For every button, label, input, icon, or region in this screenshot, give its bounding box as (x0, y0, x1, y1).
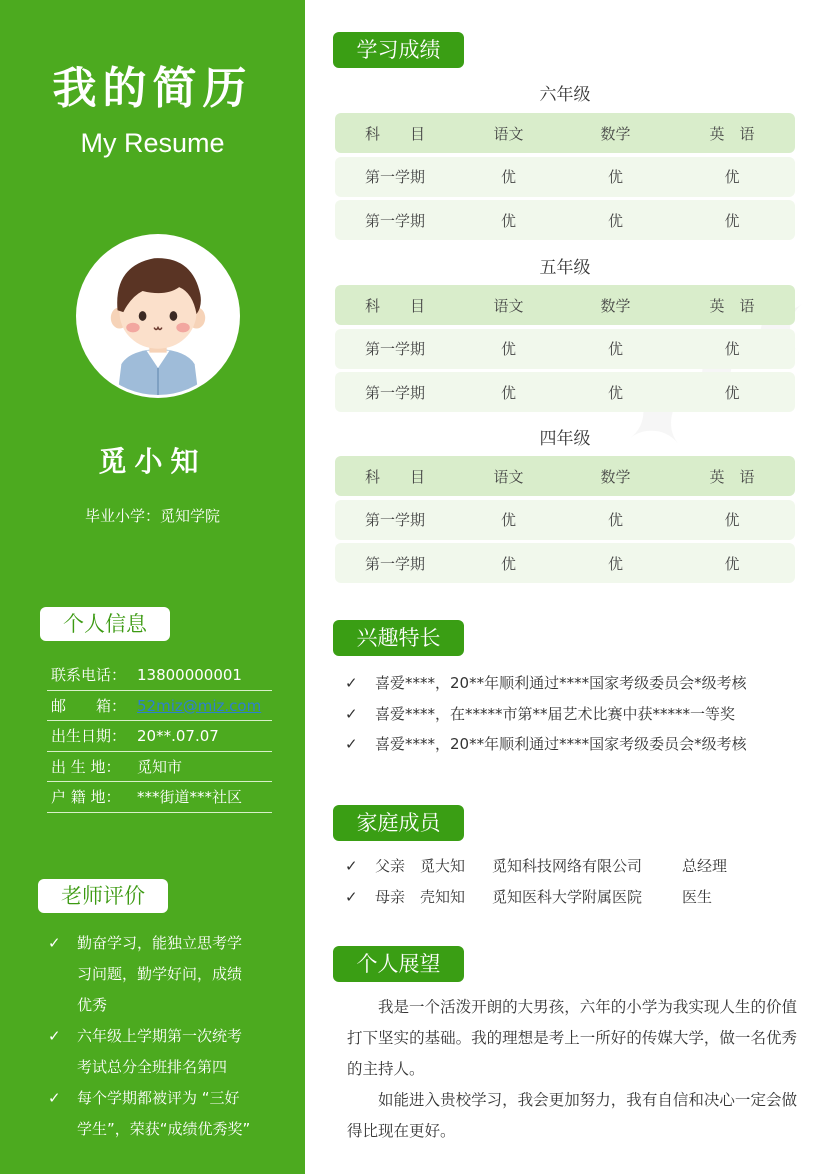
check-icon: ✓ (345, 857, 358, 875)
cell: 第一学期 (364, 168, 425, 186)
check-icon: ✓ (48, 934, 61, 952)
info-key: 户 籍 地： (51, 788, 121, 807)
cell: 优 (500, 168, 516, 186)
info-key: 邮 箱： (51, 696, 127, 715)
family-role: 医生 (682, 888, 713, 906)
family-org: 觅知医科大学附属医院 (492, 888, 643, 906)
table-row (335, 372, 795, 412)
cell: 优 (607, 340, 623, 358)
table-row (335, 543, 795, 583)
info-row-birthdate (47, 721, 272, 752)
family-relation: 父亲 (375, 857, 406, 875)
teacher-eval-heading: 老师评价 (38, 879, 168, 913)
eval-item (48, 1083, 288, 1145)
list-item (345, 882, 815, 913)
page-subtitle: My Resume (80, 128, 225, 158)
check-icon: ✓ (48, 1089, 61, 1107)
table-header-row (335, 285, 795, 325)
info-value: 20**.07.07 (137, 727, 219, 746)
family-name: 壳知知 (420, 888, 466, 906)
col-header: 科 目 (364, 296, 425, 315)
table-row (335, 329, 795, 369)
cell: 第一学期 (364, 340, 425, 358)
grade-table (335, 285, 795, 416)
eval-line: 优秀 (77, 996, 108, 1014)
teacher-eval-list (48, 928, 288, 1145)
boy-avatar-icon (79, 237, 237, 395)
col-header: 英 语 (709, 296, 755, 315)
table-header-row (335, 113, 795, 153)
check-icon: ✓ (345, 704, 358, 723)
grade-title: 五年级 (539, 258, 591, 278)
cell: 优 (607, 554, 623, 573)
page-title: 我的简历 (52, 63, 253, 114)
cell: 优 (607, 511, 623, 529)
family-role: 总经理 (682, 857, 728, 875)
cell: 优 (724, 340, 740, 358)
cell: 优 (500, 340, 516, 358)
col-header: 英 语 (709, 467, 755, 486)
list-item (345, 699, 815, 730)
cell: 优 (607, 168, 623, 186)
family-org: 觅知科技网络有限公司 (492, 857, 643, 875)
eval-line: 每个学期都被评为 “三好 (77, 1089, 240, 1107)
table-row (335, 200, 795, 240)
col-header: 语文 (493, 467, 524, 486)
prospect-heading: 个人展望 (333, 946, 464, 982)
info-row-birthplace (47, 752, 272, 783)
family-relation: 母亲 (375, 888, 406, 906)
col-header: 数学 (600, 124, 631, 143)
cell: 优 (607, 383, 623, 402)
main-content (305, 0, 830, 1174)
grade-table (335, 113, 795, 244)
grade-table (335, 456, 795, 587)
info-key: 出生日期： (51, 727, 127, 746)
col-header: 科 目 (364, 467, 425, 486)
check-icon: ✓ (345, 888, 358, 906)
cell: 优 (724, 511, 740, 529)
cell: 优 (607, 211, 623, 230)
cell: 优 (724, 554, 740, 573)
sidebar (0, 0, 305, 1174)
cell: 第一学期 (364, 211, 425, 230)
col-header: 语文 (493, 296, 524, 315)
info-key: 联系电话： (51, 666, 127, 684)
cell: 优 (500, 383, 516, 402)
cell: 第一学期 (364, 383, 425, 402)
info-row-household (47, 782, 272, 813)
info-row-phone (47, 660, 272, 691)
email-link[interactable]: 52miz@miz.com (137, 696, 262, 715)
eval-item (48, 1021, 288, 1083)
eval-item (48, 928, 288, 1021)
student-name: 觅小知 (98, 445, 207, 478)
cell: 优 (500, 211, 516, 230)
list-item (345, 668, 815, 699)
hobby-text: 喜爱****，20**年顺利通过****国家考级委员会*级考核 (375, 674, 747, 692)
check-icon: ✓ (48, 1027, 61, 1045)
prospect-paragraph: 我是一个活泼开朗的大男孩，六年的小学为我实现人生的价值打下坚实的基础。我的理想是考上一所好的传媒大学，做一名优秀的主持人。 (347, 998, 797, 1078)
col-header: 语文 (493, 124, 524, 143)
list-item (345, 851, 815, 882)
family-heading: 家庭成员 (333, 805, 464, 841)
grade-title: 六年级 (539, 85, 591, 105)
check-icon: ✓ (345, 674, 358, 692)
cell: 优 (724, 211, 740, 230)
cell: 第一学期 (364, 554, 425, 573)
family-name: 觅大知 (420, 857, 466, 875)
school-label: 毕业小学：觅知学院 (84, 507, 220, 525)
col-header: 英 语 (709, 124, 755, 143)
info-row-email (47, 691, 272, 722)
grades-heading: 学习成绩 (333, 32, 464, 68)
hobbies-heading: 兴趣特长 (333, 620, 464, 656)
table-row (335, 500, 795, 540)
eval-line: 学生”，荣获“成绩优秀奖” (77, 1120, 251, 1138)
eval-line: 勤奋学习，能独立思考学 (77, 934, 243, 952)
info-value: 觅知市 (137, 757, 183, 776)
col-header: 数学 (600, 296, 631, 315)
grade-title: 四年级 (539, 429, 591, 449)
prospect-text (347, 992, 797, 1147)
eval-line: 六年级上学期第一次统考 (77, 1027, 243, 1045)
cell: 优 (724, 383, 740, 402)
cell: 优 (724, 168, 740, 186)
info-key: 出 生 地： (51, 757, 121, 776)
cell: 第一学期 (364, 511, 425, 529)
cell: 优 (500, 511, 516, 529)
hobbies-list (345, 668, 815, 760)
list-item (345, 729, 815, 760)
avatar (76, 234, 240, 398)
personal-info-heading: 个人信息 (40, 607, 170, 641)
table-row (335, 157, 795, 197)
family-list (345, 851, 815, 913)
eval-line: 习问题，勤学好问，成绩 (77, 965, 243, 983)
prospect-paragraph: 如能进入贵校学习，我会更加努力，我有自信和决心一定会做得比现在更好。 (347, 1091, 797, 1140)
eval-line: 考试总分全班排名第四 (77, 1058, 228, 1076)
col-header: 科 目 (364, 124, 425, 143)
hobby-text: 喜爱****，20**年顺利通过****国家考级委员会*级考核 (375, 735, 747, 753)
info-value: 13800000001 (137, 666, 242, 684)
cell: 优 (500, 554, 516, 573)
info-value: ***街道***社区 (137, 788, 243, 807)
hobby-text: 喜爱****，在*****市第**届艺术比赛中获*****一等奖 (375, 704, 736, 723)
personal-info-list (47, 660, 272, 813)
table-header-row (335, 456, 795, 496)
col-header: 数学 (600, 467, 631, 486)
check-icon: ✓ (345, 735, 358, 753)
